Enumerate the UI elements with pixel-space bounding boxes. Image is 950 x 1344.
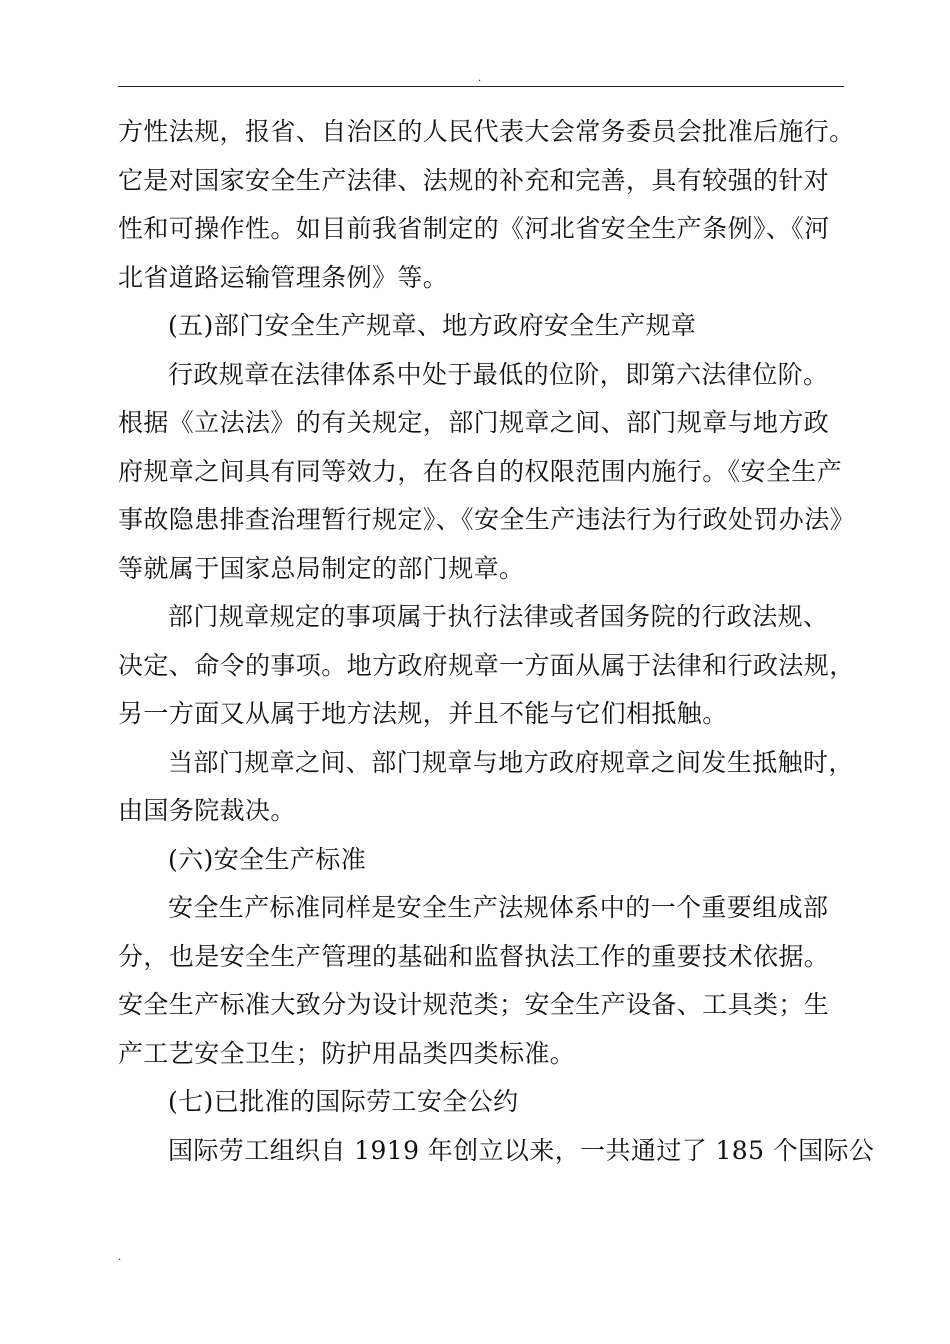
paragraph xyxy=(118,884,844,1078)
text-line: 部门规章规定的事项属于执行法律或者国务院的行政法规、 xyxy=(168,602,829,631)
paragraph xyxy=(118,739,854,836)
document-body xyxy=(118,108,875,1175)
heading-text: (五)部门安全生产规章、地方政府安全生产规章 xyxy=(168,311,697,340)
footer-dot: . xyxy=(118,1252,122,1263)
text-line: 方性法规，报省、自治区的人民代表大会常务委员会批准后施行。 xyxy=(118,117,855,146)
text-line: 产工艺安全卫生；防护用品类四类标准。 xyxy=(118,1038,576,1068)
text-line: 行政规章在法律体系中处于最低的位阶，即第六法律位阶。 xyxy=(168,359,829,389)
text-line: 性和可操作性。如目前我省制定的《河北省安全生产条例》、《河 xyxy=(118,214,830,243)
section-heading-7 xyxy=(118,1078,844,1127)
text-line: 它是对国家安全生产法律、法规的补充和完善，具有较强的针对 xyxy=(118,165,830,195)
paragraph xyxy=(118,1127,875,1176)
text-line: 安全生产标准大致分为设计规范类；安全生产设备、工具类；生 xyxy=(118,990,830,1019)
paragraph-continuation xyxy=(118,108,855,302)
text-line: 等就属于国家总局制定的部门规章。 xyxy=(118,553,525,583)
header-dot: . xyxy=(478,73,482,84)
text-line: 由国务院裁决。 xyxy=(118,796,296,825)
text-line: 另一方面又从属于地方法规，并且不能与它们相抵触。 xyxy=(118,699,728,728)
text-line: 事故隐患排查治理暂行规定》、《安全生产违法行为行政处罚办法》 xyxy=(118,505,856,534)
text-line: 根据《立法法》的有关规定，部门规章之间、部门规章与地方政 xyxy=(118,408,830,437)
section-heading-5 xyxy=(118,302,844,351)
heading-text: (六)安全生产标准 xyxy=(168,844,367,874)
heading-text: (七)已批准的国际劳工安全公约 xyxy=(168,1087,519,1116)
text-line: 国际劳工组织自 1919 年创立以来，一共通过了 185 个国际公 xyxy=(168,1135,875,1165)
text-line: 安全生产标准同样是安全生产法规体系中的一个重要组成部 xyxy=(168,893,829,922)
header-rule xyxy=(118,86,844,87)
text-line: 北省道路运输管理条例》等。 xyxy=(118,262,449,292)
paragraph xyxy=(118,593,855,739)
paragraph xyxy=(118,351,856,594)
text-line: 府规章之间具有同等效力，在各自的权限范围内施行。《安全生产 xyxy=(118,456,843,486)
text-line: 分，也是安全生产管理的基础和监督执法工作的重要技术依据。 xyxy=(118,941,830,971)
section-heading-6 xyxy=(118,836,844,885)
text-line: 当部门规章之间、部门规章与地方政府规章之间发生抵触时， xyxy=(168,747,854,777)
text-line: 决定、命令的事项。地方政府规章一方面从属于法律和行政法规， xyxy=(118,650,855,680)
